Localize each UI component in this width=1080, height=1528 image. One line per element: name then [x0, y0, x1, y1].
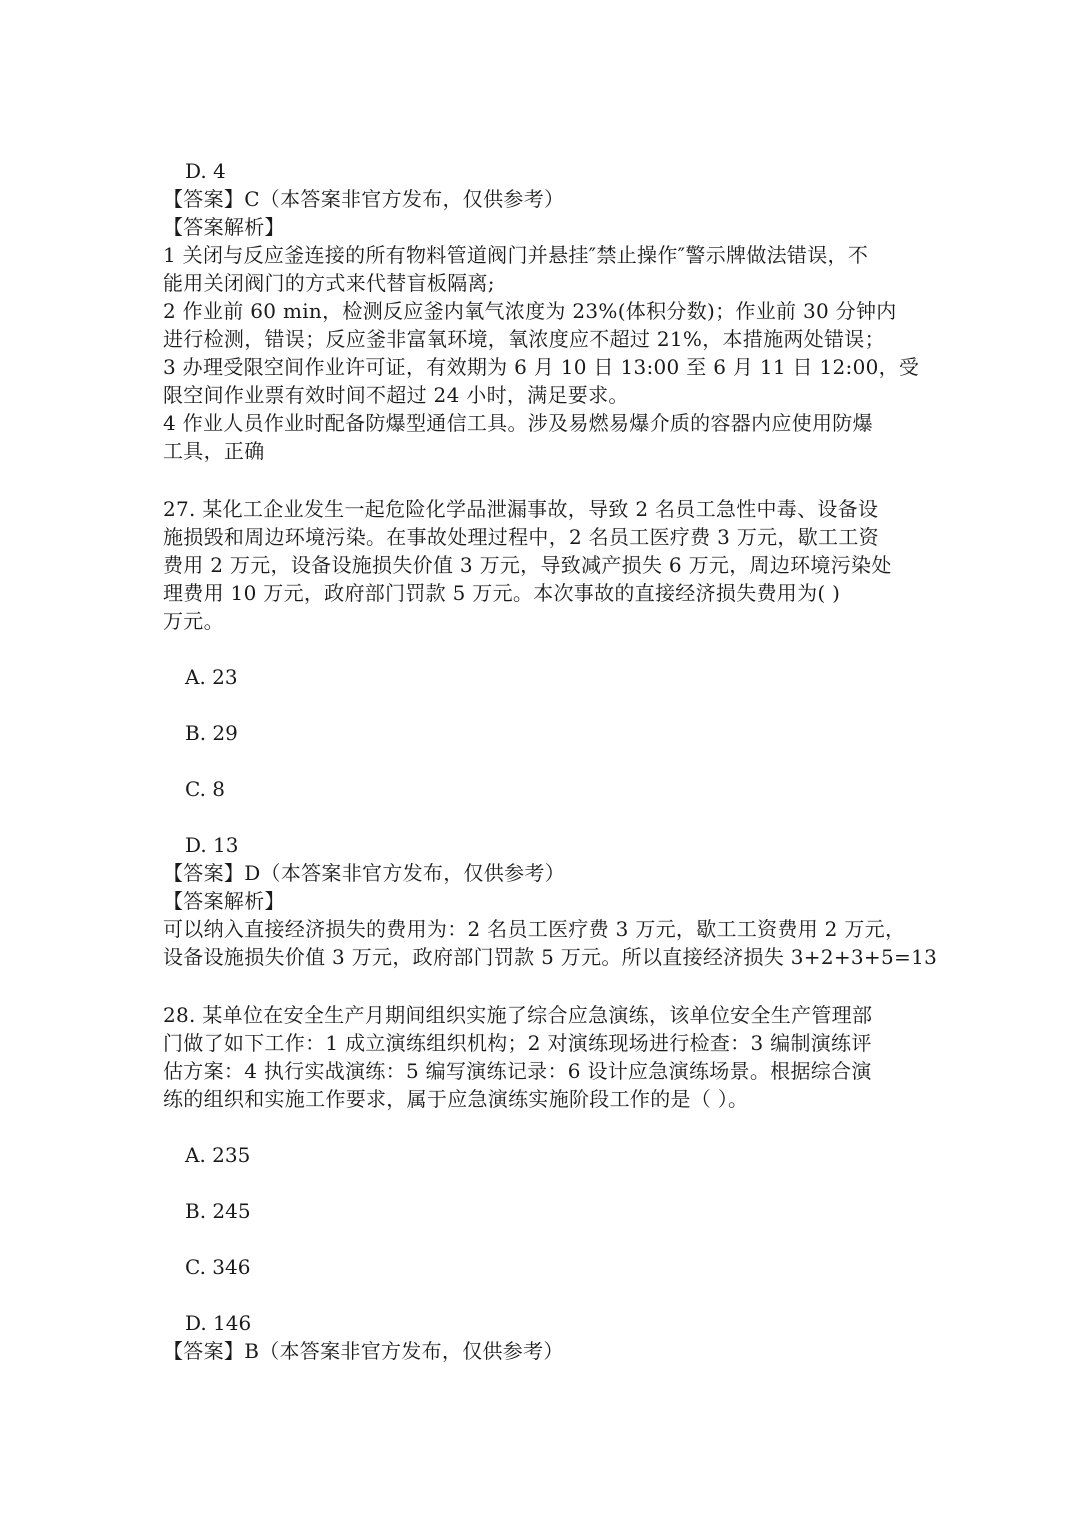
question-stem-line: 费用 2 万元，设备设施损失价值 3 万元，导致减产损失 6 万元，周边环境污染处: [163, 553, 892, 577]
q26-analysis-title: 【答案解析】: [163, 215, 285, 239]
question-stem-line: 门做了如下工作：1 成立演练组织机构；2 对演练现场进行检查：3 编制演练评: [163, 1031, 872, 1055]
document-page: [163, 157, 938, 1365]
q27-stem: [163, 495, 923, 635]
analysis-line: 限空间作业票有效时间不超过 24 小时，满足要求。: [163, 383, 629, 407]
analysis-line: 1 关闭与反应釜连接的所有物料管道阀门并悬挂″禁止操作″警示牌做法错误，不: [163, 243, 869, 267]
analysis-line: 2 作业前 60 min，检测反应釜内氧气浓度为 23%(体积分数)；作业前 30 分钟内: [163, 299, 897, 323]
question-stem-line: 27. 某化工企业发生一起危险化学品泄漏事故，导致 2 名员工急性中毒、设备设: [163, 497, 879, 521]
question-stem-line: 理费用 10 万元，政府部门罚款 5 万元。本次事故的直接经济损失费用为( ): [163, 581, 841, 605]
q28-option-d: D. 146: [185, 1311, 252, 1335]
q27-option-c: C. 8: [185, 777, 226, 801]
q27-analysis: [163, 915, 938, 971]
analysis-line: 进行检测，错误；反应釜非富氧环境，氧浓度应不超过 21%，本措施两处错误；: [163, 327, 885, 351]
question-stem-line: 28. 某单位在安全生产月期间组织实施了综合应急演练，该单位安全生产管理部: [163, 1003, 873, 1027]
analysis-line: 4 作业人员作业时配备防爆型通信工具。涉及易燃易爆介质的容器内应使用防爆: [163, 411, 873, 435]
q27-option-d: D. 13: [185, 833, 239, 857]
q26-analysis: [163, 241, 923, 465]
q27-answer: 【答案】D（本答案非官方发布，仅供参考）: [163, 861, 566, 885]
analysis-line: 能用关闭阀门的方式来代替盲板隔离;: [163, 271, 495, 295]
q28-option-b: B. 245: [185, 1199, 251, 1223]
analysis-line: 工具，正确: [163, 439, 265, 463]
q28-option-a: A. 235: [185, 1143, 251, 1167]
q28-stem: [163, 1001, 923, 1113]
q27-option-b: B. 29: [185, 721, 238, 745]
question-stem-line: 施损毁和周边环境污染。在事故处理过程中，2 名员工医疗费 3 万元，歇工工资: [163, 525, 879, 549]
q26-option-d: D. 4: [185, 159, 226, 183]
analysis-line: 设备设施损失价值 3 万元，政府部门罚款 5 万元。所以直接经济损失 3+2+3+5=13: [163, 945, 938, 969]
question-stem-line: 万元。: [163, 609, 224, 633]
q28-answer: 【答案】B（本答案非官方发布，仅供参考）: [163, 1339, 564, 1363]
question-stem-line: 练的组织和实施工作要求，属于应急演练实施阶段工作的是（ ）。: [163, 1087, 749, 1111]
q26-answer: 【答案】C（本答案非官方发布，仅供参考）: [163, 187, 565, 211]
analysis-line: 可以纳入直接经济损失的费用为：2 名员工医疗费 3 万元，歇工工资费用 2 万元，: [163, 917, 906, 941]
q27-analysis-title: 【答案解析】: [163, 889, 285, 913]
q28-option-c: C. 346: [185, 1255, 251, 1279]
q27-option-a: A. 23: [185, 665, 238, 689]
question-stem-line: 估方案：4 执行实战演练：5 编写演练记录：6 设计应急演练场景。根据综合演: [163, 1059, 872, 1083]
analysis-line: 3 办理受限空间作业许可证，有效期为 6 月 10 日 13:00 至 6 月 11 日 12:00，受: [163, 355, 920, 379]
